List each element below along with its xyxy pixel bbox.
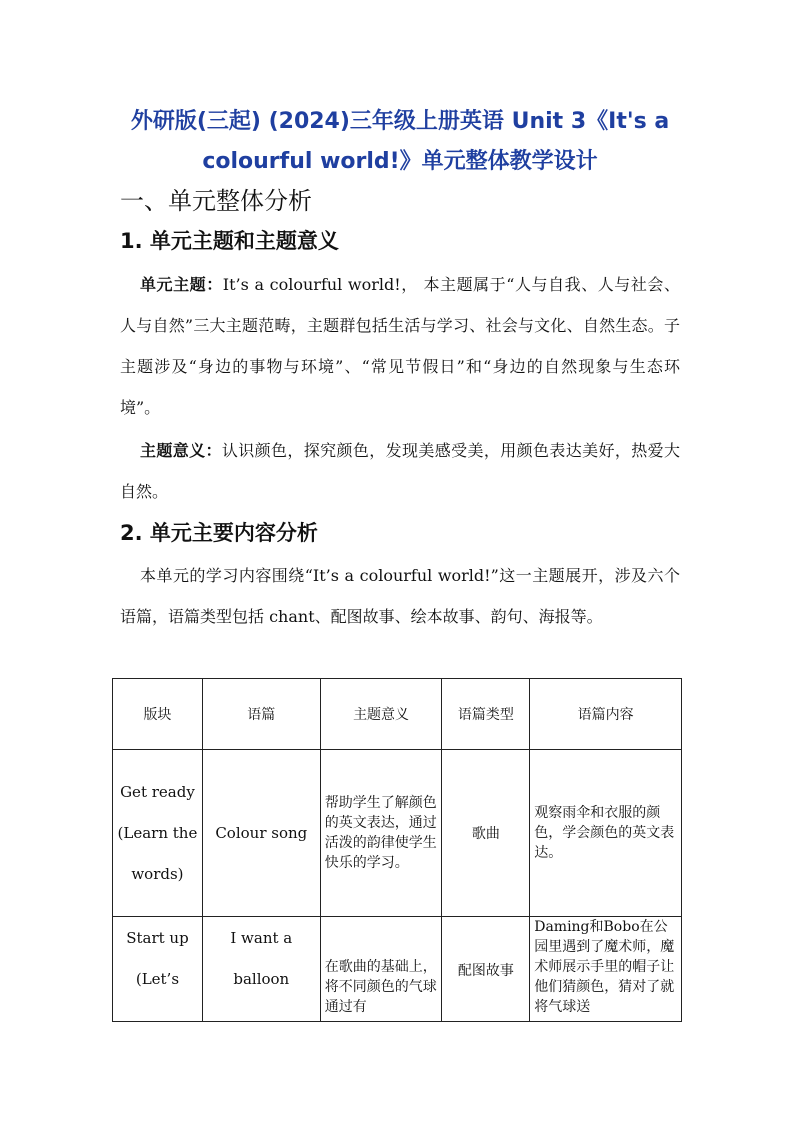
table-cell-meaning (320, 917, 442, 1022)
subheading-unit-theme: 1. 单元主题和主题意义 (120, 229, 339, 253)
table-header: 主题意义 (320, 679, 442, 750)
subheading-content-analysis: 2. 单元主要内容分析 (120, 521, 318, 545)
theme-label: 单元主题： (140, 275, 223, 294)
cell-clip: 在歌曲的基础上，将不同颜色的气球通过有 (324, 959, 437, 1015)
table-header: 语篇 (202, 679, 320, 750)
table-header: 语篇内容 (530, 679, 682, 750)
theme-text: It’s a colourful world!， 本主题属于“人与自我、人与社会、人与自然”三大主题范畴，主题群包括生活与学习、社会与文化、自然生态。子主题涉及“身边的事物与环境”、“常见节假日”和“身边的自然现象与生态环境”。 (120, 275, 680, 417)
cell-clip: I want a balloon (230, 929, 293, 988)
content-table (112, 678, 682, 1022)
section-heading-unit-analysis: 一、单元整体分析 (120, 187, 312, 215)
meaning-paragraph (120, 430, 680, 512)
table-cell-text (202, 917, 320, 1022)
table-header: 语篇类型 (442, 679, 530, 750)
table-row (113, 750, 682, 917)
cell-clip: Start up (Let’s (126, 929, 189, 988)
cell-clip: Daming和Bobo在公园里遇到了魔术师，魔术师展示手里的帽子让他们猜颜色，猜对了就将气球送 (534, 919, 675, 1015)
table-header-row (113, 679, 682, 750)
table-row (113, 917, 682, 1022)
table-cell-section: Get ready (Learn the words) (113, 750, 203, 917)
meaning-label: 主题意义： (140, 441, 222, 460)
table-cell-text: Colour song (202, 750, 320, 917)
table-header: 版块 (113, 679, 203, 750)
meaning-text: 认识颜色，探究颜色，发现美感受美，用颜色表达美好，热爱大自然。 (120, 441, 680, 501)
theme-paragraph (120, 264, 680, 428)
table-cell-meaning: 帮助学生了解颜色的英文表达，通过活泼的韵律使学生快乐的学习。 (320, 750, 442, 917)
content-paragraph: 本单元的学习内容围绕“It’s a colourful world!”这一主题展开，涉及六个语篇，语篇类型包括 chant、配图故事、绘本故事、韵句、海报等。 (120, 566, 680, 626)
table-cell-type (442, 917, 530, 1022)
table-cell-section (113, 917, 203, 1022)
table-cell-content (530, 917, 682, 1022)
table-cell-type: 歌曲 (442, 750, 530, 917)
table-cell-content: 观察雨伞和衣服的颜色，学会颜色的英文表达。 (530, 750, 682, 917)
document-title: 外研版(三起) (2024)三年级上册英语 Unit 3《It's a colourful world!》单元整体教学设计 (130, 109, 670, 174)
cell-clip: 配图故事 (457, 963, 514, 979)
